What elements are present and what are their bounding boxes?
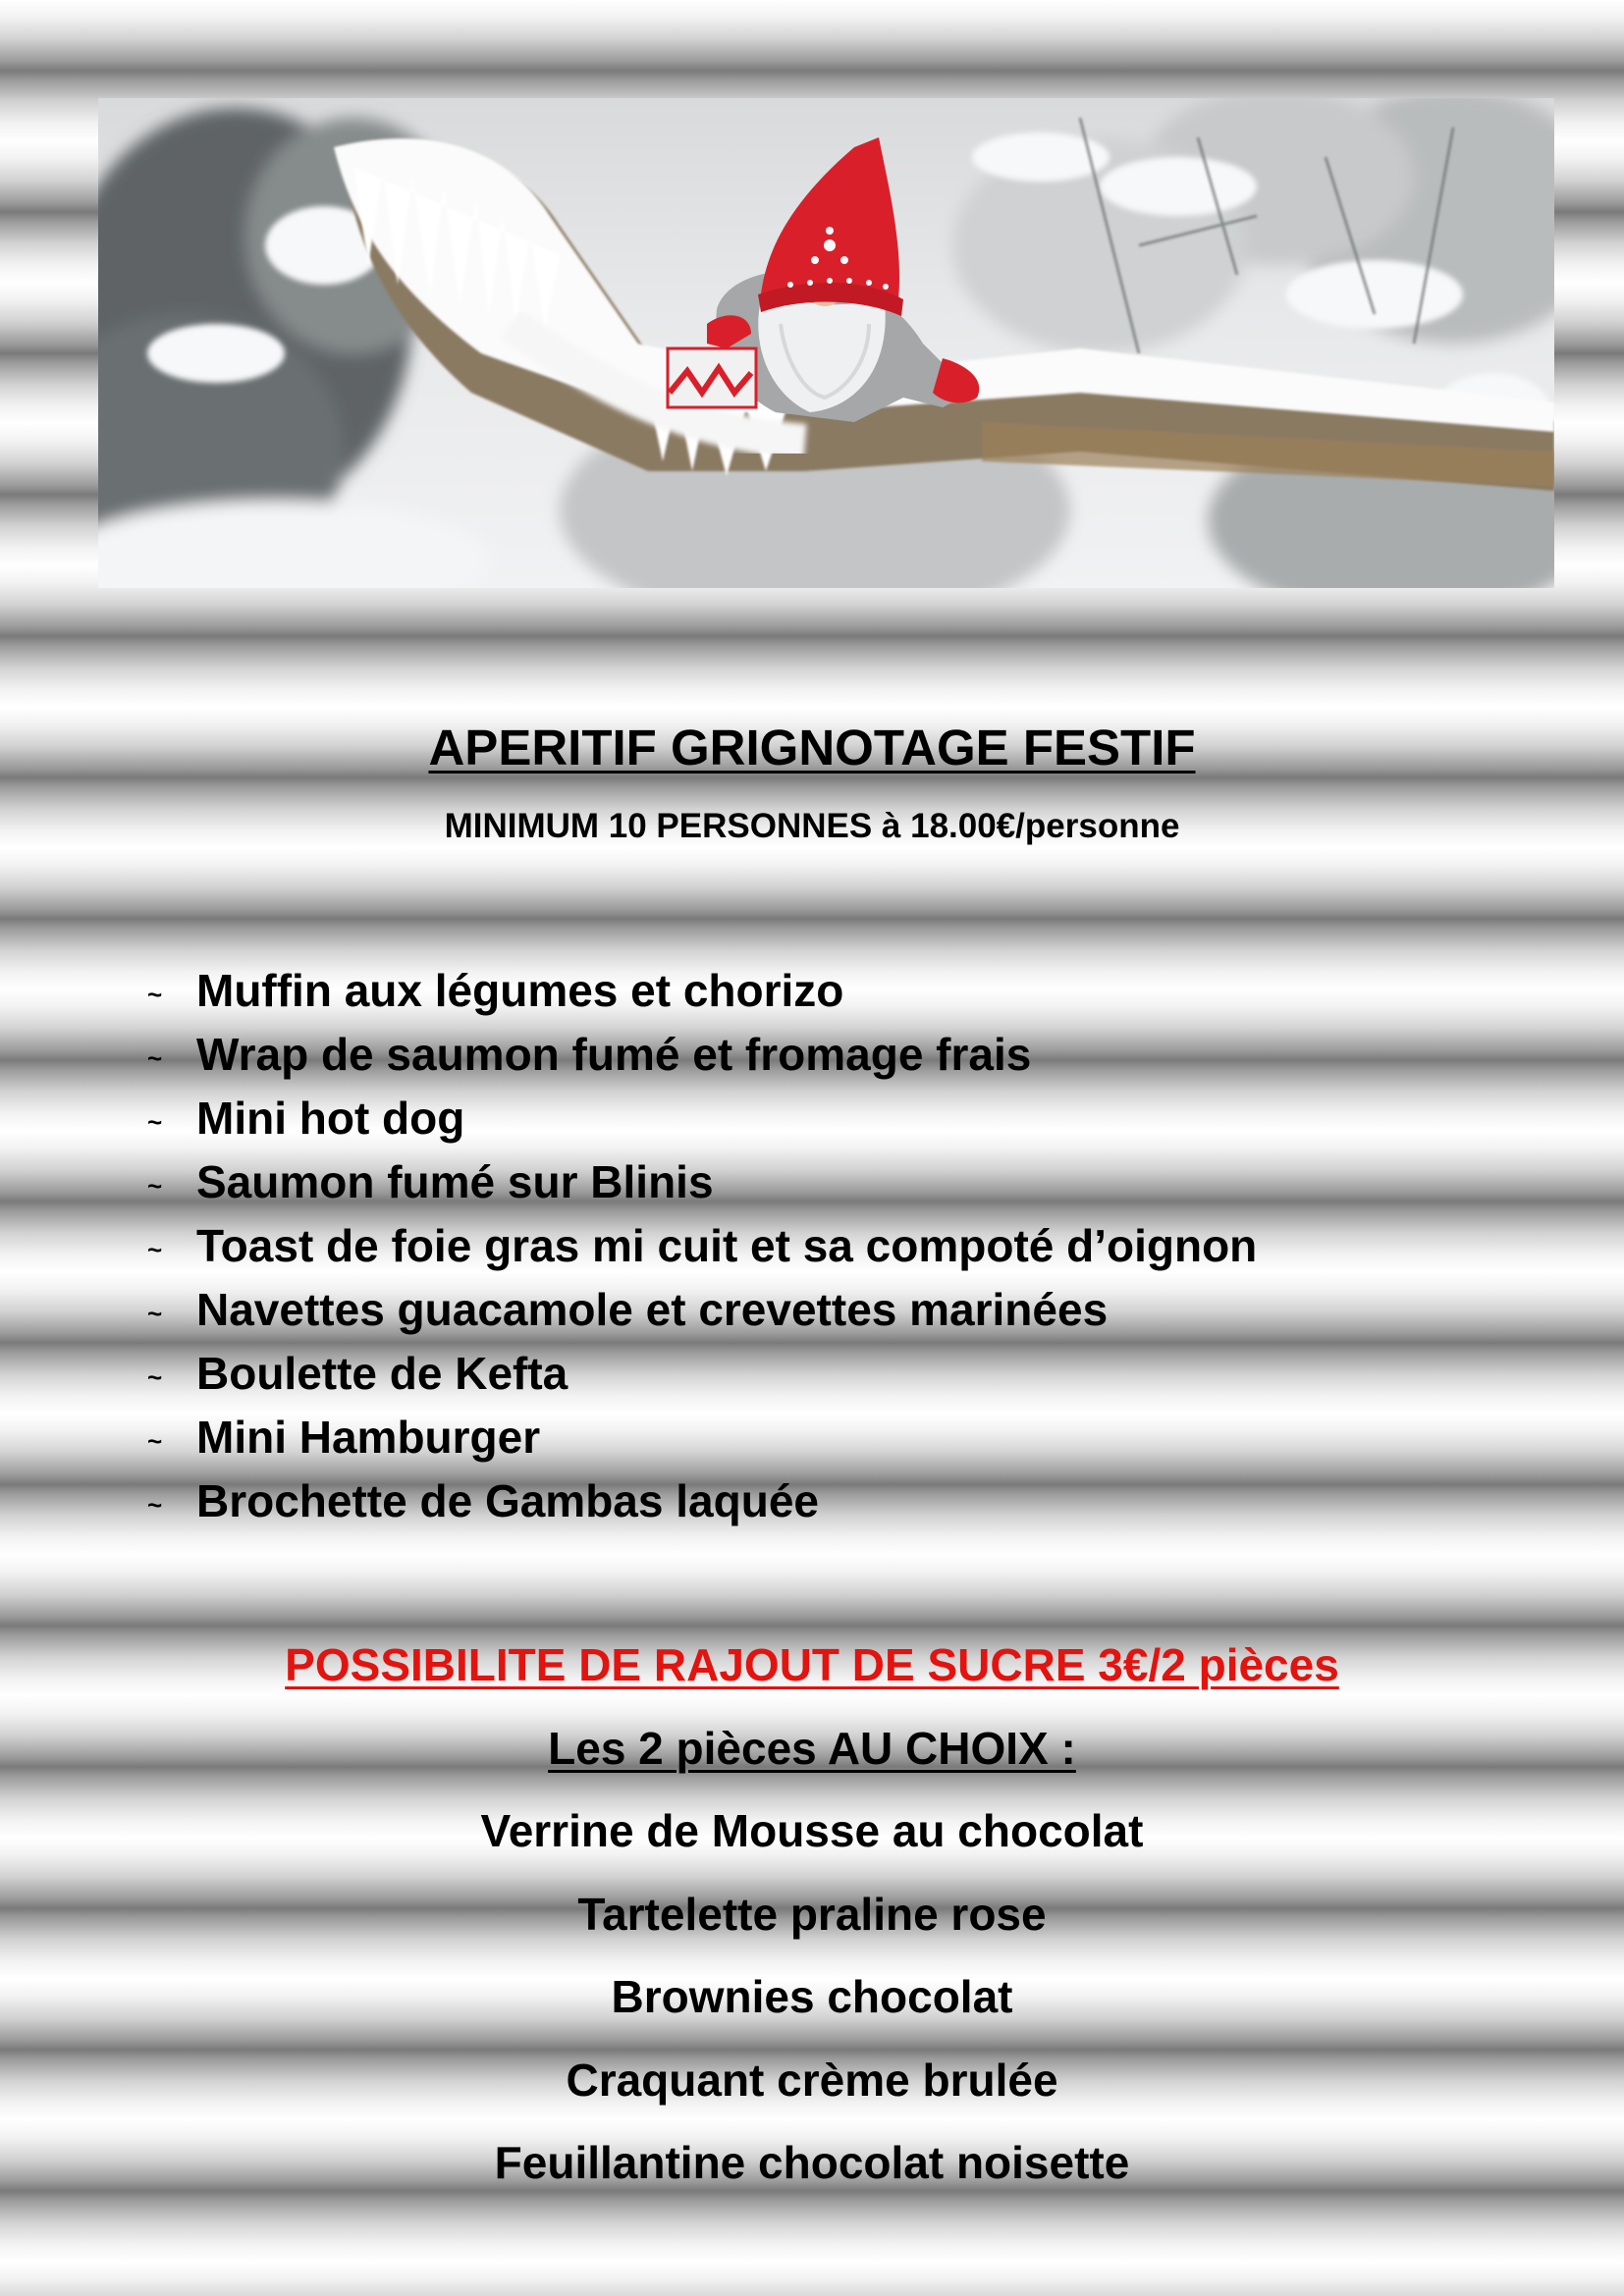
item-label: Saumon fumé sur Blinis bbox=[196, 1155, 714, 1207]
tilde-bullet: ~ bbox=[147, 1426, 163, 1456]
item-label: Wrap de saumon fumé et fromage frais bbox=[196, 1028, 1032, 1080]
dessert-item: Brownies chocolat bbox=[611, 1971, 1013, 2022]
list-item bbox=[147, 1022, 1257, 1086]
dessert-item: Tartelette praline rose bbox=[577, 1888, 1047, 1940]
item-label: Navettes guacamole et crevettes marinées bbox=[196, 1283, 1109, 1335]
dessert-item: Verrine de Mousse au chocolat bbox=[480, 1805, 1144, 1856]
hero-image-gnome-snowy-branch bbox=[98, 98, 1554, 588]
aperitif-item-list bbox=[147, 958, 1257, 1532]
list-item bbox=[147, 1341, 1257, 1405]
winter-gnome-illustration bbox=[98, 98, 1554, 588]
item-label: Muffin aux légumes et chorizo bbox=[196, 964, 844, 1016]
tilde-bullet: ~ bbox=[147, 1299, 163, 1328]
item-label: Mini hot dog bbox=[196, 1092, 465, 1144]
menu-subtitle: MINIMUM 10 PERSONNES à 18.00€/personne bbox=[444, 807, 1180, 845]
dessert-item: Feuillantine chocolat noisette bbox=[494, 2137, 1130, 2188]
tilde-bullet: ~ bbox=[147, 1043, 163, 1073]
list-item bbox=[147, 1468, 1257, 1532]
tilde-bullet: ~ bbox=[147, 1362, 163, 1392]
tilde-bullet: ~ bbox=[147, 980, 163, 1009]
gnome-figure bbox=[668, 137, 979, 422]
list-item bbox=[147, 1277, 1257, 1341]
item-label: Brochette de Gambas laquée bbox=[196, 1474, 819, 1526]
tilde-bullet: ~ bbox=[147, 1490, 163, 1520]
list-item bbox=[147, 1149, 1257, 1213]
tilde-bullet: ~ bbox=[147, 1171, 163, 1201]
choice-label: Les 2 pièces AU CHOIX : bbox=[548, 1723, 1076, 1774]
item-label: Toast de foie gras mi cuit et sa compoté d’oignon bbox=[196, 1219, 1258, 1271]
menu-title: APERITIF GRIGNOTAGE FESTIF bbox=[428, 720, 1196, 775]
sugar-option-heading: POSSIBILITE DE RAJOUT DE SUCRE 3€/2 pièces bbox=[285, 1639, 1339, 1690]
list-item bbox=[147, 1213, 1257, 1277]
tilde-bullet: ~ bbox=[147, 1107, 163, 1137]
list-item bbox=[147, 1086, 1257, 1149]
dessert-item: Craquant crème brulée bbox=[566, 2054, 1058, 2106]
tilde-bullet: ~ bbox=[147, 1235, 163, 1264]
list-item bbox=[147, 1405, 1257, 1468]
dessert-list bbox=[0, 1801, 1624, 2216]
item-label: Boulette de Kefta bbox=[196, 1347, 568, 1399]
item-label: Mini Hamburger bbox=[196, 1411, 541, 1463]
list-item bbox=[147, 958, 1257, 1022]
